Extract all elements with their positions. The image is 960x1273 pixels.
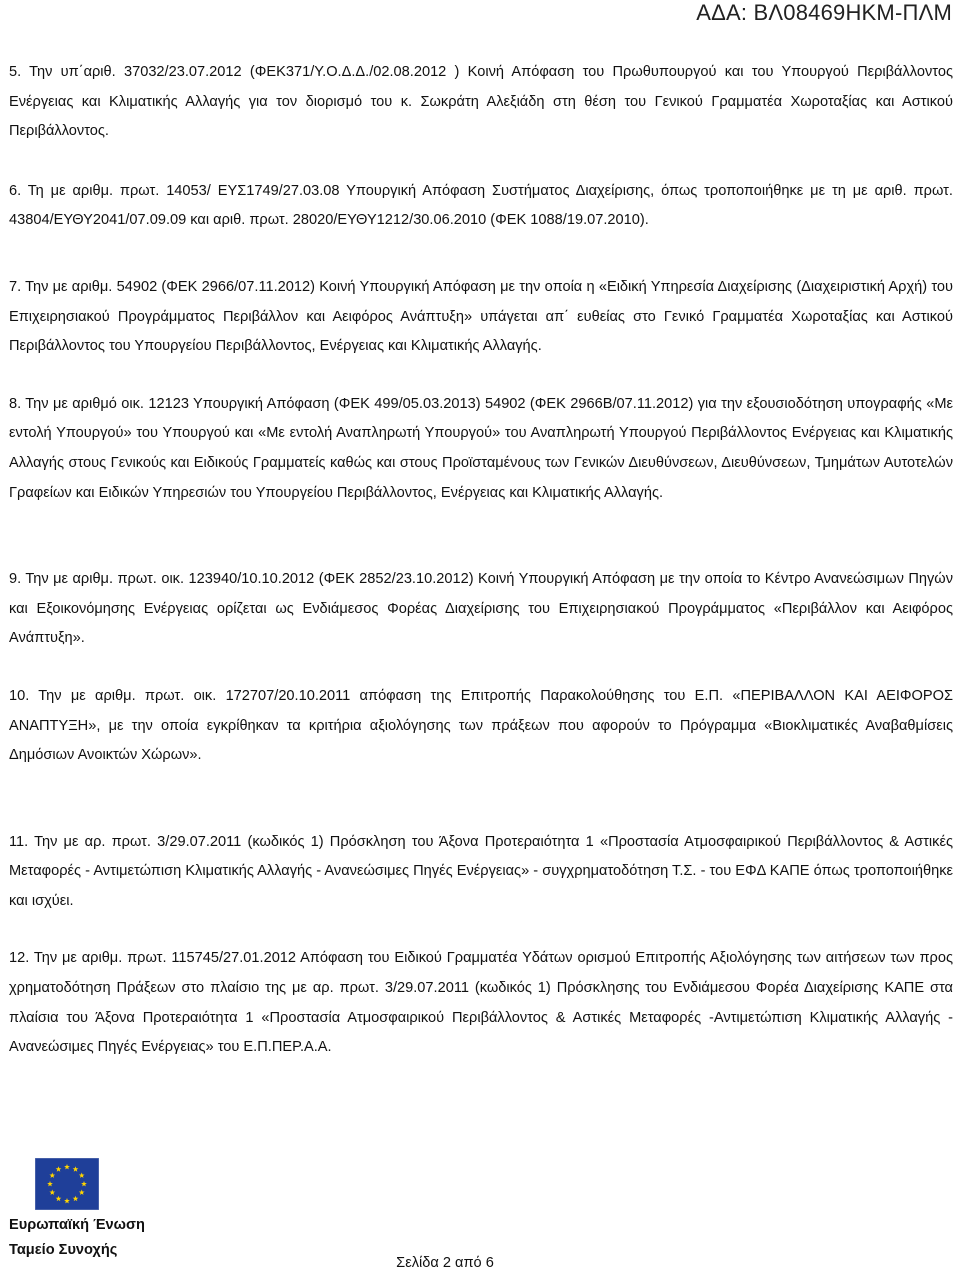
cohesion-fund-name: Ταμείο Συνοχής [9, 1242, 118, 1258]
eu-flag-icon [35, 1158, 99, 1210]
paragraph-12: 12. Την με αριθμ. πρωτ. 115745/27.01.2012 Απόφαση του Ειδικού Γραμματέα Υδάτων ορισμού Επιτροπής Αξιολόγησης των αιτήσεων των προς χρηματοδότηση Πράξεων στο πλαίσιο της με αρ. πρωτ. 3/29.07.2011 (κωδικός 1) Πρόσκλησης του Ενδιάμεσου Φορέα Διαχείρισης ΚΑΠΕ στα πλαίσια του Άξονα Προτεραιότητα 1 «Προστασία Ατμοσφαιρικού Περιβάλλοντος & Αστικές Μεταφορές -Αντιμετώπιση Κλιματικής Αλλαγής - Ανανεώσιμες Πηγές Ενέργειας» του Ε.Π.ΠΕΡ.Α.Α. [9, 950, 953, 1056]
paragraph-7: 7. Την με αριθμ. 54902 (ΦΕΚ 2966/07.11.2012) Κοινή Υπουργική Απόφαση με την οποία η «Ειδική Υπηρεσία Διαχείρισης (Διαχειριστική Αρχή) του Επιχειρησιακού Προγράμματος Περιβάλλον και Αειφόρος Ανάπτυξη» υπάγεται απ΄ ευθείας στο Γενικό Γραμματέα Χωροταξίας και Αστικού Περιβάλλοντος του Υπουργείου Περιβάλλοντος, Ενέργειας και Κλιματικής Αλλαγής. [9, 278, 953, 355]
page-number: Σελίδα 2 από 6 [396, 1255, 494, 1271]
paragraph-11: 11. Την με αρ. πρωτ. 3/29.07.2011 (κωδικός 1) Πρόσκληση του Άξονα Προτεραιότητα 1 «Προστασία Ατμοσφαιρικού Περιβάλλοντος & Αστικές Μεταφορές - Αντιμετώπιση Κλιματικής Αλλαγής - Ανανεώσιμες Πηγές Ενέργειας» - συγχρηματοδότηση Τ.Σ. - του ΕΦΔ ΚΑΠΕ όπως τροποποιήθηκε και ισχύει. [9, 833, 953, 909]
paragraph-6: 6. Τη με αριθμ. πρωτ. 14053/ ΕΥΣ1749/27.03.08 Υπουργική Απόφαση Συστήματος Διαχείρισης, όπως τροποποιήθηκε με τη με αριθ. πρωτ. 43804/ΕΥΘΥ2041/07.09.09 και αριθ. πρωτ. 28020/ΕΥΘΥ1212/30.06.2010 (ΦΕΚ 1088/19.07.2010). [9, 182, 953, 229]
eu-emblem-block [9, 1158, 169, 1263]
paragraph-9: 9. Την με αριθμ. πρωτ. οικ. 123940/10.10.2012 (ΦΕΚ 2852/23.10.2012) Κοινή Υπουργική Απόφαση με την οποία το Κέντρο Ανανεώσιμων Πηγών και Εξοικονόμησης Ενέργειας ορίζεται ως Ενδιάμεσος Φορέας Διαχείρισης του Επιχειρησιακού Προγράμματος «Περιβάλλον και Αειφόρος Ανάπτυξη». [9, 571, 953, 647]
paragraph-5: 5. Την υπ΄αριθ. 37032/23.07.2012 (ΦΕΚ371/Υ.Ο.Δ.Δ./02.08.2012 ) Κοινή Απόφαση του Πρωθυπουργού και του Υπουργού Περιβάλλοντος Ενέργειας και Κλιματικής Αλλαγής για τον διορισμό του κ. Σωκράτη Αλεξιάδη στη θέση του Γενικού Γραμματέα Χωροταξίας και Αστικού Περιβάλλοντος. [9, 64, 953, 140]
paragraph-10: 10. Την με αριθμ. πρωτ. οικ. 172707/20.10.2011 απόφαση της Επιτροπής Παρακολούθησης του Ε.Π. «ΠΕΡΙΒΑΛΛΟΝ ΚΑΙ ΑΕΙΦΟΡΟΣ ΑΝΑΠΤΥΞΗ», με την οποία εγκρίθηκαν τα κριτήρια αξιολόγησης των πράξεων που αφορούν το Πρόγραμμα «Βιοκλιματικές Αναβαθμίσεις Δημόσιων Ανοικτών Χώρων». [9, 687, 953, 764]
document-body [9, 58, 953, 1063]
ada-code: ΑΔΑ: ΒΛ08469ΗΚΜ-ΠΛΜ [696, 0, 952, 25]
paragraph-8: 8. Την με αριθμό οικ. 12123 Υπουργική Απόφαση (ΦΕΚ 499/05.03.2013) 54902 (ΦΕΚ 2966Β/07.11.2012) για την εξουσιοδότηση υπογραφής «Με εντολή Υπουργού» του Υπουργού και «Με εντολή Αναπληρωτή Υπουργού» του Αναπληρωτή Υπουργού Περιβάλλοντος Ενέργειας και Κλιματικής Αλλαγής στους Γενικούς και Ειδικούς Γραμματείς καθώς και στους Προϊσταμένους των Γενικών Διευθύνσεων, Διευθύνσεων, Τμημάτων Αυτοτελών Γραφείων και Ειδικών Υπηρεσιών του Υπουργείου Περιβάλλοντος, Ενέργειας και Κλιματικής Αλλαγής. [9, 395, 953, 501]
eu-org-name: Ευρωπαϊκή Ένωση [9, 1217, 145, 1233]
